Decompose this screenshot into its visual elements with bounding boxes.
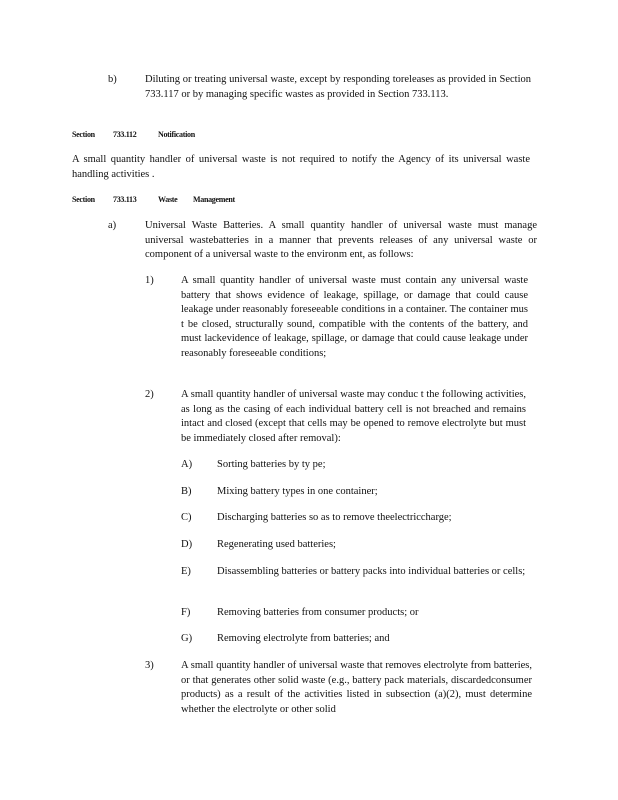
section-112-word: Section	[72, 130, 95, 139]
sub-item-text: Disassembling batteries or battery packs into individual batteries or cells;	[217, 566, 526, 577]
sub-item-label: F)	[181, 607, 191, 618]
sub-item-text: Removing batteries from consumer products; or	[217, 607, 419, 618]
section-113-title-word1: Waste	[158, 195, 178, 204]
item-b-text: Diluting or treating universal waste, except by responding toreleases as provided in Section 733.117 or by managing specific wastes as provided in Section 733.113.	[145, 74, 531, 100]
sub-item-label: A)	[181, 459, 193, 470]
sub-item-text: Removing electrolyte from batteries; and	[217, 633, 390, 644]
sub-item-label: C)	[181, 512, 192, 523]
item-1-label: 1)	[145, 275, 154, 286]
sub-item-text: Regenerating used batteries;	[217, 539, 336, 550]
item-b-label: b)	[108, 74, 117, 85]
sub-item-text: Sorting batteries by ty pe;	[217, 459, 326, 470]
section-112-title: Notification	[158, 130, 195, 139]
item-3-text: A small quantity handler of universal waste that removes electrolyte from batteries, or that generates other solid waste (e.g., battery pack materials, discardedconsumer products) as a result of the activities listed in subsection (a)(2), must determine whether the electrolyte or other solid	[181, 660, 532, 715]
section-112-body: A small quantity handler of universal waste is not required to notify the Agency of its universal waste handling activities .	[72, 154, 530, 180]
sub-item-text: Mixing battery types in one container;	[217, 486, 378, 497]
section-113-word: Section	[72, 195, 95, 204]
item-2-text: A small quantity handler of universal waste may conduc t the following activities, as long as the casing of each individual battery cell is not breached and remains intact and closed (except that cells may be opened to remove electrolyte but must be immediately closed after removal):	[181, 389, 526, 444]
sub-item-label: E)	[181, 566, 191, 577]
item-1-text: A small quantity handler of universal waste must contain any universal waste battery that shows evidence of leakage, spillage, or damage that could cause leakage under reasonably foreseeable conditions in a container. The container mus t be closed, structurally sound, compatible with the contents of the battery, and must lackevidence of leakage, spillage, or damage that could cause leakage under reasonably foreseeable conditions;	[181, 275, 528, 359]
item-a-label: a)	[108, 220, 117, 231]
sub-item-label: B)	[181, 486, 192, 497]
item-2-label: 2)	[145, 389, 154, 400]
sub-item-label: D)	[181, 539, 193, 550]
section-112-number: 733.112	[113, 130, 137, 139]
section-113-number: 733.113	[113, 195, 137, 204]
item-a-text: Universal Waste Batteries. A small quantity handler of universal waste must manage universal wastebatteries in a manner that prevents releases of any universal waste or component of a universal waste to the environm ent, as follows:	[145, 220, 537, 260]
item-3-label: 3)	[145, 660, 154, 671]
section-113-title-word2: Management	[193, 195, 235, 204]
sub-item-text: Discharging batteries so as to remove theelectriccharge;	[217, 512, 452, 523]
sub-item-label: G)	[181, 633, 193, 644]
